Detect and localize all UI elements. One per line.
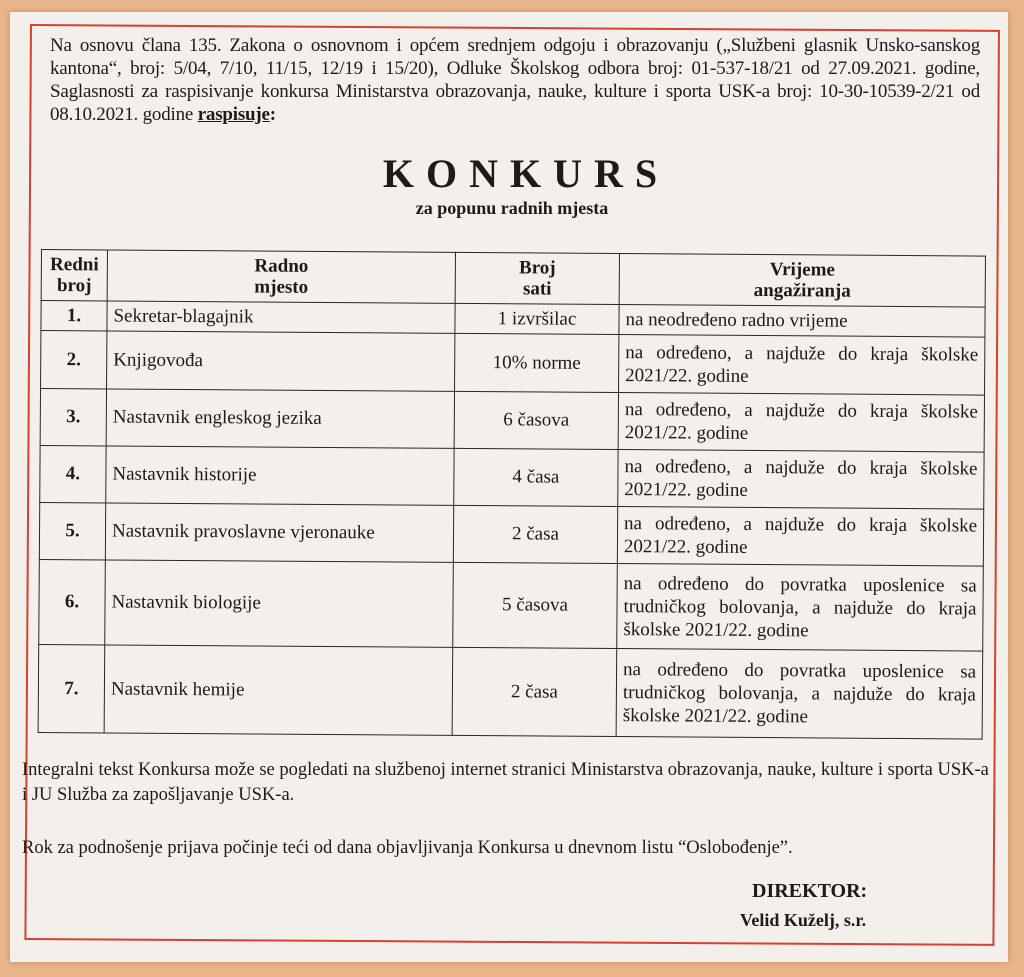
signature-name: Velid Kuželj, s.r.	[740, 910, 867, 930]
header-num: Redni broj	[41, 250, 107, 301]
table-row	[38, 644, 983, 739]
row-position: Knjigovođa	[107, 331, 455, 391]
header-position: Radno mjesto	[107, 250, 455, 303]
table-row	[39, 559, 984, 651]
row-position: Nastavnik historije	[106, 446, 454, 505]
table-header-row	[41, 250, 985, 308]
row-time: na određeno, a najduže do kraja školske 2021/22. godine	[618, 393, 984, 453]
row-num: 3.	[40, 389, 106, 446]
row-time: na određeno do povratka uposlenice sa trudničkog bolovanja, a najduže do kraja školske 2021/22. godine	[616, 649, 983, 740]
intro-verb: raspisuje	[197, 104, 270, 125]
row-position: Nastavnik engleskog jezika	[106, 389, 454, 448]
row-hours: 2 časa	[452, 647, 617, 736]
footer-paragraph-1: Integralni tekst Konkursa može se pogledati na službenoj internet stranici Ministarstva obrazovanja, nauke, kulture i sporta USK-a i JU Služba za zapošljavanje USK-a.	[22, 760, 989, 805]
row-num: 4.	[40, 445, 106, 502]
row-hours: 4 časa	[454, 448, 618, 506]
row-hours: 10% norme	[455, 333, 619, 392]
table-row	[40, 445, 984, 509]
page-title: KONKURS	[382, 151, 670, 196]
jobs-table	[38, 249, 986, 740]
row-time: na određeno, a najduže do kraja školske 2021/22. godine	[617, 507, 983, 567]
table-row	[39, 502, 983, 566]
footer-paragraph-2: Rok za podnošenje prijava počinje teći od dana objavljivanja Konkursa u dnevnom listu “Oslobođenje”.	[22, 838, 793, 858]
row-position: Nastavnik pravoslavne vjeronauke	[105, 503, 453, 562]
row-position: Nastavnik biologije	[105, 560, 454, 647]
row-hours: 5 časova	[453, 562, 618, 648]
row-time: na određeno do povratka uposlenice sa trudničkog bolovanja, a najduže do kraja školske 2021/22. godine	[617, 564, 984, 652]
page-subtitle: za popunu radnih mjesta	[415, 198, 609, 218]
row-num: 5.	[39, 502, 105, 559]
row-hours: 1 izvršilac	[455, 303, 619, 334]
row-num: 1.	[41, 301, 107, 331]
signature-role: DIREKTOR:	[752, 880, 868, 902]
intro-paragraph	[50, 34, 980, 126]
table-row	[41, 331, 985, 396]
intro-colon: :	[269, 104, 276, 125]
header-time: Vrijeme angažiranja	[619, 254, 985, 308]
row-num: 6.	[39, 559, 106, 644]
row-num: 7.	[38, 644, 105, 732]
row-position: Nastavnik hemije	[104, 645, 453, 735]
header-hours: Broj sati	[455, 252, 619, 304]
row-time: na određeno, a najduže do kraja školske 2021/22. godine	[619, 335, 985, 396]
row-time: na neodređeno radno vrijeme	[619, 305, 985, 338]
row-position: Sekretar-blagajnik	[107, 301, 455, 333]
table-row	[40, 389, 984, 453]
row-hours: 2 časa	[453, 505, 617, 563]
row-hours: 6 časova	[454, 391, 618, 449]
intro-text: Na osnovu člana 135. Zakona o osnovnom i općem srednjem odgoju i obrazovanju („Službeni glasnik Unsko-sanskog kantona“, broj: 5/04, 7/10, 11/15, 12/19 i 15/20), Odluke Školskog odbora broj: 01-537-18/21 od 27.09.2021. godine, Saglasnosti za raspisivanje konkursa Ministarstva obrazovanja, nauke, kulture i sporta USK-a broj: 10-30-10539-2/21 od 08.10.2021. godine	[50, 35, 980, 125]
row-num: 2.	[41, 331, 107, 389]
row-time: na određeno, a najduže do kraja školske 2021/22. godine	[618, 450, 984, 510]
